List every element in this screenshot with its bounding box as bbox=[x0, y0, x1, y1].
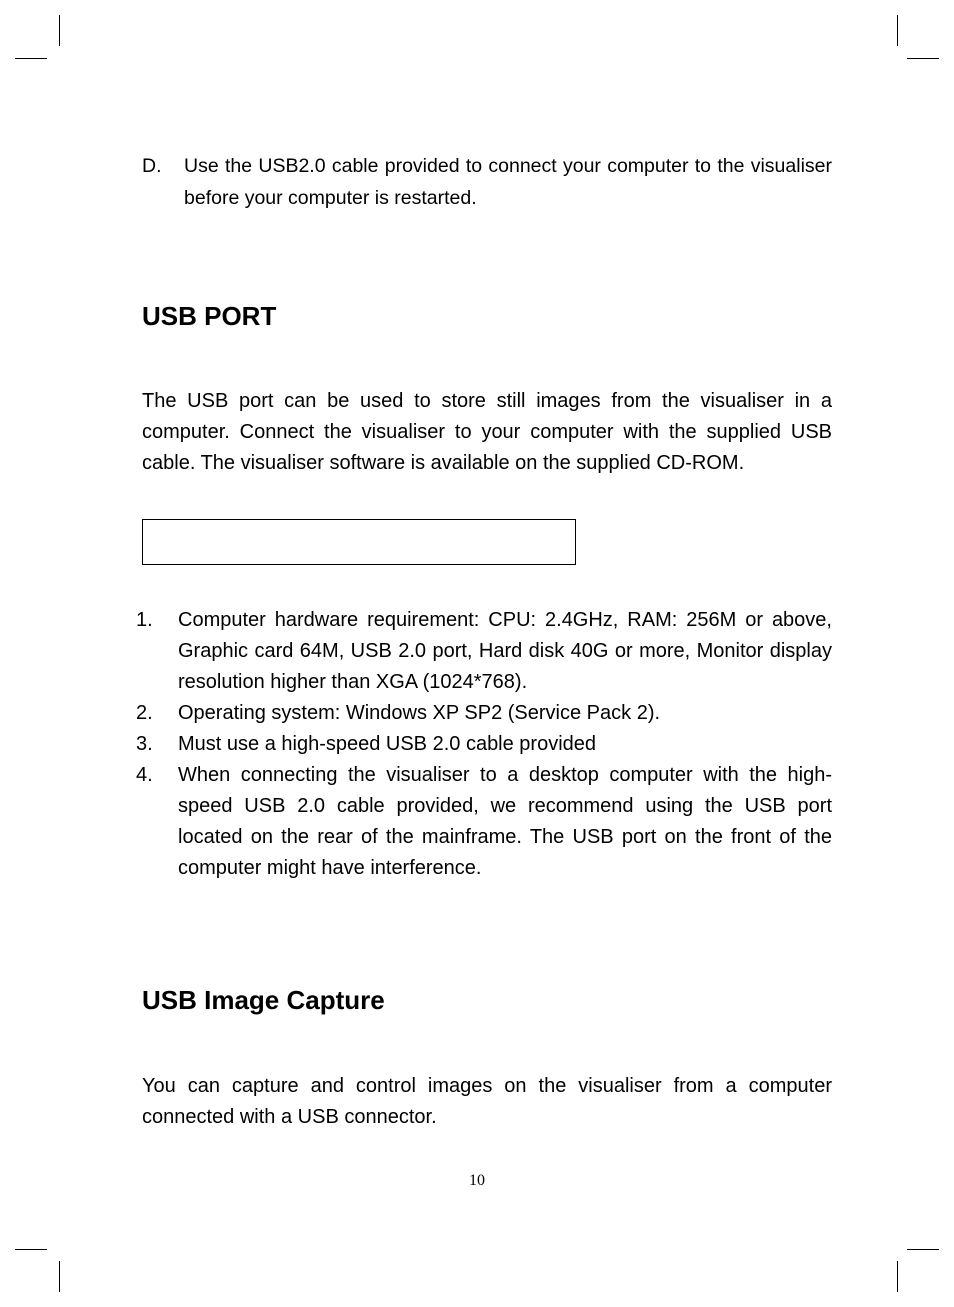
usb-image-capture-paragraph: You can capture and control images on the visualiser from a computer connected with a USB connector. bbox=[142, 1075, 832, 1128]
intro-list-item bbox=[142, 150, 832, 214]
usb-image-capture-heading: USB Image Capture bbox=[142, 985, 385, 1015]
crop-mark-top-left-vertical bbox=[59, 15, 60, 46]
page-content bbox=[136, 150, 832, 1133]
requirements-list bbox=[136, 605, 832, 884]
crop-mark-bottom-left-horizontal bbox=[15, 1249, 47, 1250]
usb-port-paragraph: The USB port can be used to store still images from the visualiser in a computer. Connect the visualiser to your computer with the supplied USB cable. The visualiser software is available on the supplied CD-ROM. bbox=[142, 390, 832, 474]
requirement-text: When connecting the visualiser to a desktop computer with the high-speed USB 2.0 cable provided, we recommend using the USB port located on the rear of the mainframe. The USB port on the front of the computer might have interference. bbox=[178, 764, 832, 879]
crop-mark-top-left-horizontal bbox=[15, 58, 47, 59]
requirement-number: 3. bbox=[136, 733, 153, 755]
crop-mark-bottom-right-vertical bbox=[897, 1261, 898, 1292]
requirement-text: Operating system: Windows XP SP2 (Service Pack 2). bbox=[178, 702, 661, 724]
requirement-item bbox=[136, 729, 832, 760]
requirement-number: 1. bbox=[136, 609, 153, 631]
crop-mark-bottom-right-horizontal bbox=[907, 1249, 939, 1250]
empty-frame-box bbox=[142, 519, 576, 565]
crop-mark-top-right-vertical bbox=[897, 15, 898, 46]
requirement-text: Computer hardware requirement: CPU: 2.4GHz, RAM: 256M or above, Graphic card 64M, USB 2.0 port, Hard disk 40G or more, Monitor display resolution higher than XGA (1024*768). bbox=[178, 609, 832, 693]
page-number: 10 bbox=[469, 1172, 485, 1189]
requirement-item bbox=[136, 605, 832, 698]
intro-list-text: Use the USB2.0 cable provided to connect your computer to the visualiser before your computer is restarted. bbox=[184, 155, 832, 209]
usb-port-heading: USB PORT bbox=[142, 301, 277, 331]
intro-list-marker: D. bbox=[142, 155, 162, 177]
crop-mark-top-right-horizontal bbox=[907, 58, 939, 59]
requirement-number: 2. bbox=[136, 702, 153, 724]
requirement-item bbox=[136, 760, 832, 884]
crop-mark-bottom-left-vertical bbox=[59, 1261, 60, 1292]
requirement-number: 4. bbox=[136, 764, 153, 786]
requirement-item bbox=[136, 698, 832, 729]
requirement-text: Must use a high-speed USB 2.0 cable provided bbox=[178, 733, 597, 755]
